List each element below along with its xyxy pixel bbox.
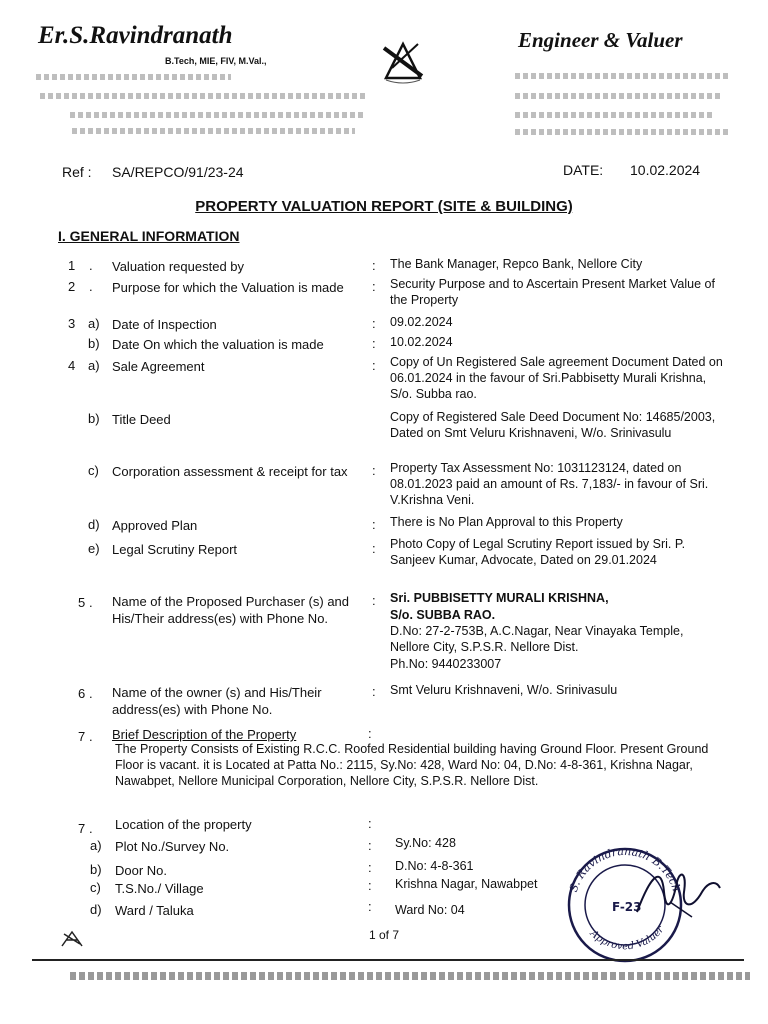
item-colon: : bbox=[368, 899, 372, 914]
item-number: 6 bbox=[78, 686, 86, 701]
item-colon: : bbox=[372, 463, 376, 478]
item-sub: b) bbox=[88, 411, 100, 426]
faint-text-line bbox=[36, 74, 231, 80]
section-heading: I. GENERAL INFORMATION bbox=[58, 228, 240, 244]
item-value: 09.02.2024 bbox=[390, 315, 453, 329]
valuer-role: Engineer & Valuer bbox=[518, 28, 683, 52]
item-value: Sy.No: 428 bbox=[395, 836, 456, 850]
item-value: Security Purpose and to Ascertain Present Market Value of the Property bbox=[390, 277, 715, 307]
item-colon: : bbox=[372, 258, 376, 273]
item-number: 7 bbox=[78, 821, 86, 836]
item-colon: : bbox=[368, 860, 372, 875]
item-label: Date of Inspection bbox=[112, 317, 217, 332]
item-colon: : bbox=[372, 279, 376, 294]
faint-footer-text bbox=[70, 972, 750, 980]
item-sub: e) bbox=[88, 541, 100, 556]
item-value: Copy of Un Registered Sale agreement Document Dated on 06.01.2024 in the favour of Sri.Pabbisetty Murali Krishna, S/o. Subba rao. bbox=[390, 355, 723, 401]
location-label: Location of the property bbox=[115, 817, 252, 832]
item-colon: : bbox=[368, 838, 372, 853]
item-sub: c) bbox=[90, 880, 101, 895]
item-colon: : bbox=[372, 593, 376, 608]
item-label: Plot No./Survey No. bbox=[115, 839, 230, 854]
faint-text-line bbox=[515, 73, 730, 79]
item-number: 7 bbox=[78, 729, 86, 744]
faint-text-line bbox=[515, 112, 715, 118]
item-dot: . bbox=[89, 595, 93, 610]
item-sub: c) bbox=[88, 463, 99, 478]
item-value: Krishna Nagar, Nawabpet bbox=[395, 877, 538, 891]
svg-text:Approved Valuer: Approved Valuer bbox=[587, 924, 667, 953]
item-sub: a) bbox=[88, 316, 100, 331]
item-value: 10.02.2024 bbox=[390, 335, 453, 349]
svg-text:S. Ravindranath B.Tech: S. Ravindranath B.Tech bbox=[566, 845, 683, 894]
brief-description: The Property Consists of Existing R.C.C. Roofed Residential building having Ground Floor. Present Ground Floor is vacant. it is Located at Patta No.: 2115, Sy.No: 428, Ward No: 04, D.No: 4-8-361, Krishna Nagar, Nawabpet, Nellore Municipal Corporation, Nellore City, S.P.S.R. Nellore Dist. bbox=[115, 742, 709, 788]
item-colon: : bbox=[372, 541, 376, 556]
item-number: 1 bbox=[68, 258, 76, 273]
ref-number: SA/REPCO/91/23-24 bbox=[112, 164, 244, 180]
item-label: Title Deed bbox=[112, 412, 171, 427]
item-label: Door No. bbox=[115, 863, 168, 878]
faint-text-line bbox=[72, 128, 355, 134]
item-sub: a) bbox=[90, 838, 102, 853]
valuer-logo-icon bbox=[378, 38, 428, 84]
faint-text-line bbox=[40, 93, 368, 99]
item-colon: : bbox=[372, 684, 376, 699]
purchaser-address: D.No: 27-2-753B, A.C.Nagar, Near Vinayaka Temple, Nellore City, S.P.S.R. Nellore Dist. bbox=[390, 624, 684, 654]
faint-text-line bbox=[515, 93, 720, 99]
item-value: Property Tax Assessment No: 1031123124, dated on 08.01.2023 paid an amount of Rs. 7,183/- in favour of Sri. V.Krishna Veni. bbox=[390, 461, 709, 507]
item-label: Approved Plan bbox=[112, 518, 198, 533]
svg-text:F-23: F-23 bbox=[612, 900, 642, 914]
item-number: 4 bbox=[68, 358, 76, 373]
item-label: Sale Agreement bbox=[112, 359, 205, 374]
purchaser-label: Name of the Proposed Purchaser (s) and His/Their address(es) with Phone No. bbox=[112, 594, 350, 626]
item-value: There is No Plan Approval to this Property bbox=[390, 515, 623, 529]
item-label: Date On which the valuation is made bbox=[112, 337, 324, 352]
valuer-name: Er.S.Ravindranath bbox=[38, 22, 233, 49]
item-colon: : bbox=[368, 878, 372, 893]
owner-label: Name of the owner (s) and His/Their address(es) with Phone No. bbox=[112, 685, 322, 717]
item-dot: . bbox=[89, 279, 93, 294]
footer-divider bbox=[32, 959, 744, 961]
purchaser-phone: Ph.No: 9440233007 bbox=[390, 657, 502, 671]
item-colon: : bbox=[372, 517, 376, 532]
item-dot: . bbox=[89, 686, 93, 701]
purchaser-relation: S/o. SUBBA RAO. bbox=[390, 608, 496, 622]
item-value: D.No: 4-8-361 bbox=[395, 859, 474, 873]
item-dot: . bbox=[89, 821, 93, 836]
page-number: 1 of 7 bbox=[368, 928, 400, 942]
date-label: DATE: bbox=[563, 162, 604, 178]
item-colon: : bbox=[372, 358, 376, 373]
item-label: Ward / Taluka bbox=[115, 903, 194, 918]
item-sub: a) bbox=[88, 358, 100, 373]
item-number: 3 bbox=[68, 316, 76, 331]
item-value: Copy of Registered Sale Deed Document No: 14685/2003, Dated on Smt Veluru Krishnaveni, W/o. Srinivasulu bbox=[390, 410, 716, 440]
item-label: T.S.No./ Village bbox=[115, 881, 204, 896]
item-colon: : bbox=[368, 726, 372, 741]
owner-value: Smt Veluru Krishnaveni, W/o. Srinivasulu bbox=[390, 683, 618, 697]
item-number: 2 bbox=[68, 279, 76, 294]
ref-label: Ref : bbox=[62, 164, 92, 180]
report-title: PROPERTY VALUATION REPORT (SITE & BUILDING) bbox=[195, 198, 573, 215]
item-dot: . bbox=[89, 258, 93, 273]
item-sub: b) bbox=[88, 336, 100, 351]
item-colon: : bbox=[372, 316, 376, 331]
item-label: Legal Scrutiny Report bbox=[112, 542, 238, 557]
item-value: Ward No: 04 bbox=[395, 903, 465, 917]
item-label: Purpose for which the Valuation is made bbox=[112, 280, 344, 295]
item-sub: d) bbox=[90, 902, 102, 917]
item-number: 5 bbox=[78, 595, 86, 610]
item-label: Valuation requested by bbox=[112, 259, 245, 274]
item-colon: : bbox=[368, 816, 372, 831]
valuer-qualifications: B.Tech, MIE, FIV, M.Val., bbox=[165, 56, 267, 66]
item-colon: : bbox=[372, 336, 376, 351]
item-value: The Bank Manager, Repco Bank, Nellore City bbox=[390, 257, 643, 271]
item-label: Corporation assessment & receipt for tax bbox=[112, 464, 348, 479]
item-sub: d) bbox=[88, 517, 100, 532]
faint-text-line bbox=[70, 112, 365, 118]
brief-label: Brief Description of the Property bbox=[112, 727, 297, 742]
signature-icon bbox=[632, 862, 722, 922]
item-value: Photo Copy of Legal Scrutiny Report issued by Sri. P. Sanjeev Kumar, Advocate, Dated on 29.01.2024 bbox=[390, 537, 686, 567]
faint-text-line bbox=[515, 129, 730, 135]
report-date: 10.02.2024 bbox=[630, 162, 701, 178]
purchaser-name: Sri. PUBBISETTY MURALI KRISHNA, bbox=[390, 591, 609, 605]
item-sub: b) bbox=[90, 862, 102, 877]
item-dot: . bbox=[89, 729, 93, 744]
